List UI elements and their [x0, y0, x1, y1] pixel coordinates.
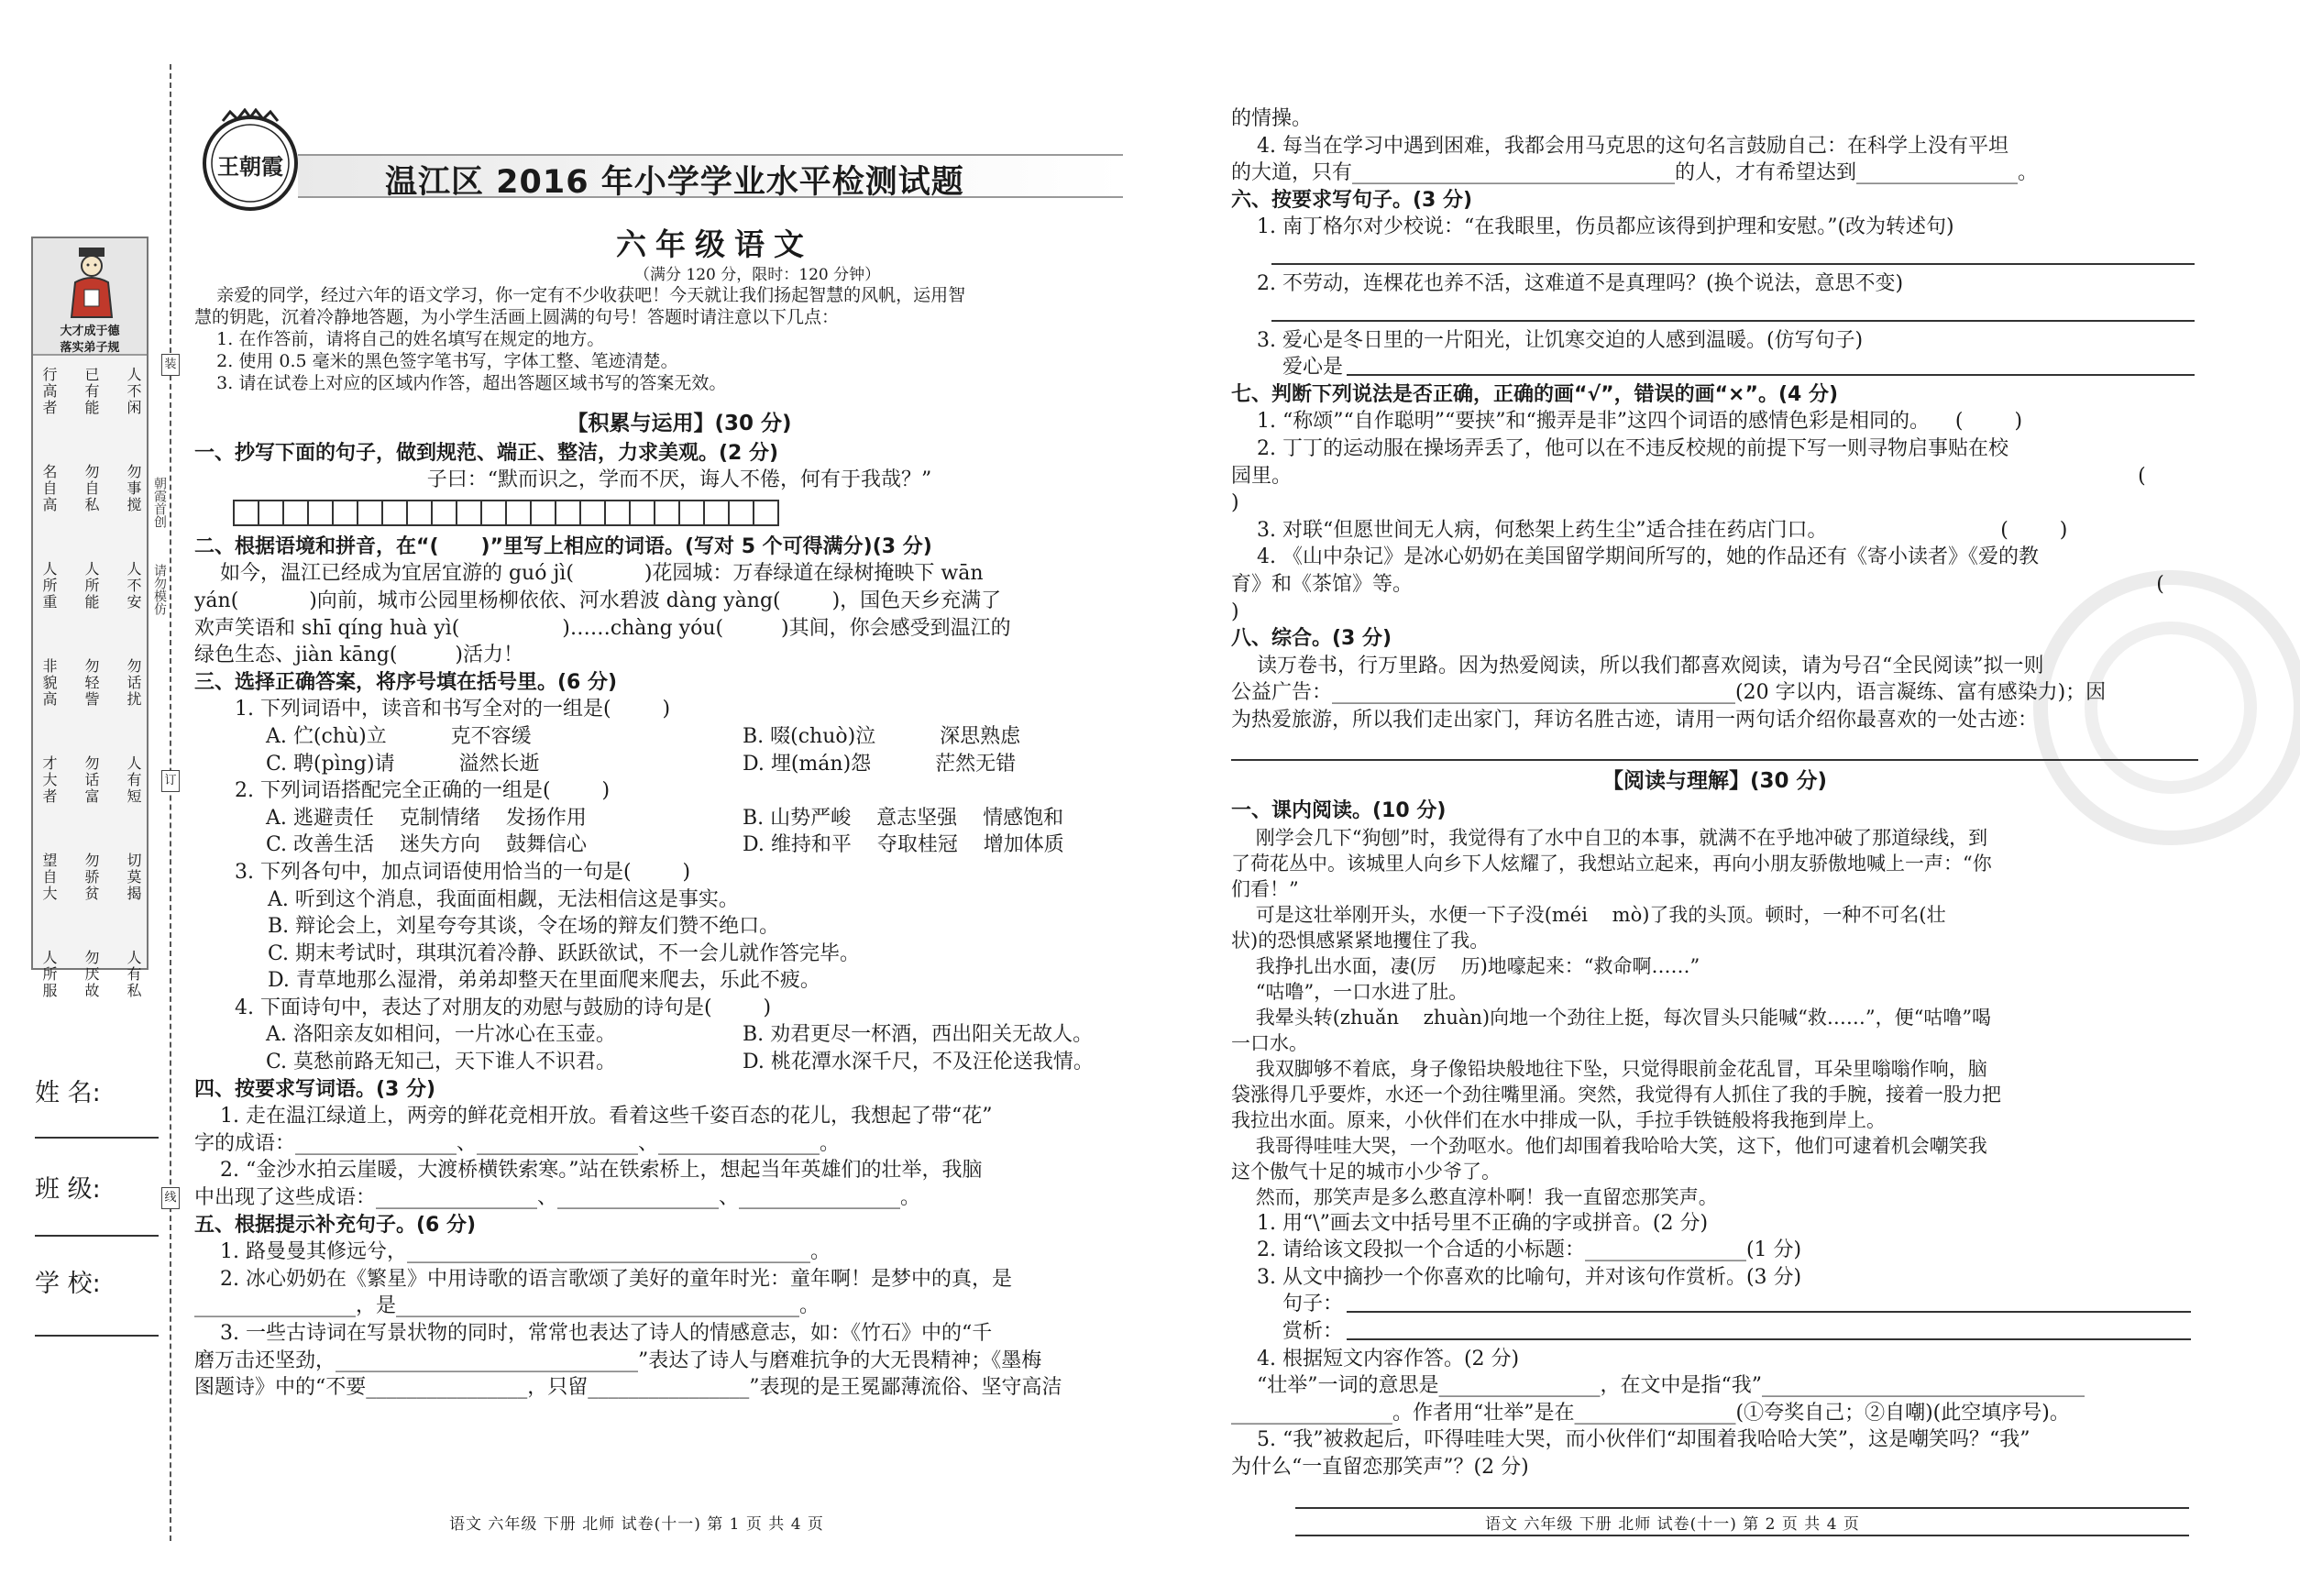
passage-line: 我晕头转(zhuǎn zhuàn)向地一个劲往上挺，每次冒头只能喊“救……”，便“咕噜”喝 — [1231, 1006, 1992, 1029]
option[interactable]: A. 听到这个消息，我面面相觑，无法相信这是事实。 — [268, 887, 739, 911]
page-footer-1: 语文 六年级 下册 北师 试卷(十一) 第 1 页 共 4 页 — [449, 1515, 824, 1534]
q7-line[interactable]: 3. 对联“但愿世间无人病，何愁架上药生尘”适合挂在药店门口。 ( ) — [1231, 518, 2068, 542]
motto-card-header — [33, 238, 147, 356]
q5-line[interactable]: 图题诗》中的“不要________________，只留________________”表现的是王冕鄙薄流俗、坚守高洁 — [194, 1376, 1062, 1400]
option[interactable]: B. 劝君更尽一杯酒，西出阳关无故人。 — [743, 1023, 1094, 1047]
motto-block — [39, 950, 143, 1038]
q4-line: 2. “金沙水拍云崖暖，大渡桥横铁索寒。”站在铁索桥上，想起当年英雄们的壮举，我脑 — [194, 1159, 983, 1183]
grid-cell[interactable] — [357, 500, 383, 526]
question-2-title: 二、根据语境和拼音，在“( )”里写上相应的词语。(写对 5 个可得满分)(3 分) — [194, 534, 932, 558]
motto-block — [39, 755, 143, 843]
motto-line: 勿轻訾 — [83, 658, 100, 708]
q8-line[interactable]: 公益广告：________________________________________(20 字以内，语言凝练、富有感染力)；因 — [1231, 681, 2107, 705]
motto-line: 人所服 — [40, 950, 58, 999]
q5-line: 2. 冰心奶奶在《繁星》中用诗歌的语言歌颂了美好的童年时光：童年啊！是梦中的真，是 — [194, 1267, 1012, 1291]
q8-line: 为热爱旅游，所以我们走出家门，拜访名胜古迹，请用一两句话介绍你最喜欢的一处古迹： — [1231, 708, 2039, 732]
grid-cell[interactable] — [406, 500, 433, 526]
name-label: 姓 名: — [35, 1079, 101, 1107]
question-6-title: 六、按要求写句子。(3 分) — [1231, 188, 1473, 212]
grid-cell[interactable] — [480, 500, 507, 526]
class-label: 班 级: — [35, 1175, 101, 1204]
left-column — [194, 284, 1164, 1402]
q6-2: 2. 不劳动，连棵花也养不活，这难道不是真理吗？(换个说法，意思不变) — [1231, 271, 1904, 295]
grid-cell[interactable] — [555, 500, 581, 526]
passage-line: 们看！” — [1231, 877, 1299, 900]
answer-line[interactable] — [1347, 1291, 2191, 1313]
grid-cell[interactable] — [728, 500, 754, 526]
q6-1: 1. 南丁格尔对少校说：“在我眼里，伤员都应该得到护理和安慰。”(改为转述句) — [1231, 215, 1954, 239]
motto-line: 切莫揭 — [125, 853, 142, 902]
grid-cell[interactable] — [530, 500, 556, 526]
q5-line: 3. 一些古诗词在写景状物的同时，常常也表达了诗人的情感意志，如：《竹石》中的“千 — [194, 1322, 993, 1345]
motto-line: 人所重 — [40, 561, 58, 611]
q3-1-stem: 1. 下列词语中，读音和书写全对的一组是( ) — [235, 698, 671, 721]
intro-line: 慧的钥匙，沉着冷静地答题，为小学生活画上圆满的句号！答题时请注意以下几点： — [194, 307, 840, 327]
grid-cell[interactable] — [307, 500, 334, 526]
reading-question: 3. 从文中摘抄一个你喜欢的比喻句，并对该句作赏析。(3 分) — [1231, 1265, 1802, 1289]
passage-line: 我拉出水面。原来，小伙伴们在水中排成一队，手拉手铁链般将我拖到岸上。 — [1231, 1108, 1886, 1131]
intro-line: 2. 使用 0.5 毫米的黑色签字笔书写，字体工整、笔迹清楚。 — [194, 351, 678, 371]
motto-line: 人不闲 — [125, 367, 142, 416]
q7-line: 2. 丁丁的运动服在操场弄丢了，他可以在不违反校规的前提下写一则寻物启事贴在校 — [1231, 436, 2008, 460]
motto-line: 行高者 — [40, 367, 58, 416]
motto-top: 大才成于德 — [60, 325, 120, 338]
section-heading-reading: 【阅读与理解】(30 分) — [1601, 769, 1828, 794]
binding-mark-zhuang: 装 — [161, 354, 180, 376]
option[interactable]: A. 洛阳亲友如相问，一片冰心在玉壶。 — [266, 1023, 616, 1047]
binding-mark-ding: 订 — [161, 770, 180, 792]
sentence-label: 句子： — [1231, 1293, 1343, 1316]
q6-3-answer[interactable] — [1231, 354, 2198, 381]
q2-line: 绿色生态、jiàn kāng( )活力！ — [194, 644, 523, 667]
side-note-no-copy: 请勿模仿 — [152, 564, 167, 615]
motto-block — [39, 561, 143, 649]
grid-cell[interactable] — [654, 500, 680, 526]
q5-line[interactable]: 磨万击还坚劲，______________________________”表达了诗人与磨难抗争的大无畏精神；《墨梅 — [194, 1348, 1042, 1372]
motto-bottom: 落实弟子规 — [60, 341, 120, 355]
motto-line: 人不安 — [125, 561, 142, 611]
question-7-title: 七、判断下列说法是否正确，正确的画“√”，错误的画“×”。(4 分) — [1231, 382, 1839, 406]
option[interactable]: B. 辩论会上，刘星夸夸其谈，令在场的辩友们赞不绝口。 — [268, 915, 780, 939]
motto-line: 勿话扰 — [125, 658, 142, 708]
option[interactable]: D. 维持和平 夺取桂冠 增加体质 — [743, 833, 1064, 857]
question-8-title: 八、综合。(3 分) — [1231, 627, 1392, 651]
motto-line: 勿骄贫 — [83, 853, 100, 902]
q7-line: 4. 《山中杂记》是冰心奶奶在美国留学期间所写的，她的作品还有《寄小读者》《爱的教 — [1231, 545, 2039, 569]
option[interactable]: B. 啜(chuò)泣 深思熟虑 — [743, 724, 1021, 748]
grid-cell[interactable] — [456, 500, 482, 526]
motto-card — [31, 237, 149, 999]
motto-line: 才大者 — [40, 755, 58, 805]
q3-sentence-row[interactable] — [1231, 1291, 2198, 1318]
grid-cell[interactable] — [332, 500, 358, 526]
reading-question: 为什么“一直留恋那笑声”？(2 分) — [1231, 1456, 1529, 1479]
motto-line: 已有能 — [83, 367, 100, 416]
motto-line: 人所能 — [83, 561, 100, 611]
continued-line[interactable]: 的大道，只有________________________________的人，才有希望达到________________。 — [1231, 161, 2039, 185]
passage-line: 这个傲气十足的城市小少爷了。 — [1231, 1160, 1501, 1183]
name-line[interactable] — [35, 1137, 159, 1139]
motto-line: 望自大 — [40, 853, 58, 902]
reading-1-title: 一、课内阅读。(10 分) — [1231, 799, 1447, 823]
passage-line: “咕噜”，一口水进了肚。 — [1231, 980, 1469, 1003]
class-line[interactable] — [35, 1235, 159, 1237]
page-footer-2: 语文 六年级 下册 北师 试卷(十一) 第 2 页 共 4 页 — [1485, 1515, 1860, 1534]
reading-question: 1. 用“\”画去文中括号里不正确的字或拼音。(2 分) — [1231, 1211, 1709, 1235]
answer-line[interactable] — [1295, 1485, 2189, 1509]
passage-line: 然而，那笑声是多么憨直淳朴啊！我一直留恋那笑声。 — [1231, 1185, 1718, 1208]
reading-question[interactable]: “壮举”一词的意思是________________，在文中是指“我”________________________________ — [1231, 1374, 2085, 1398]
binding-dashed-line — [170, 64, 171, 1541]
question-1-title: 一、抄写下面的句子，做到规范、端正、整洁，力求美观。(2 分) — [194, 441, 779, 465]
grid-cell[interactable] — [629, 500, 655, 526]
motto-line: 非貌高 — [40, 658, 58, 708]
grid-cell[interactable] — [505, 500, 532, 526]
question-4-title: 四、按要求写词语。(3 分) — [194, 1077, 436, 1101]
motto-line: 勿事搅 — [125, 464, 142, 513]
grid-cell[interactable] — [381, 500, 408, 526]
reading-question[interactable]: 2. 请给该文段拟一个合适的小标题：________________(1 分) — [1231, 1238, 1802, 1262]
motto-block — [39, 367, 143, 455]
motto-block — [39, 853, 143, 941]
q4-line[interactable]: 字的成语：________________、________________、________________。 — [194, 1131, 841, 1155]
motto-block — [39, 464, 143, 552]
motto-line: 勿自私 — [83, 464, 100, 513]
passage-line: 我双脚够不着底，身子像铅块般地往下坠，只觉得眼前金花乱冒，耳朵里嗡嗡作响，脑 — [1231, 1057, 1987, 1080]
passage-line: 我哥得哇哇大哭，一个劲呕水。他们却围着我哈哈大笑，这下，他们可逮着机会嘲笑我 — [1231, 1134, 1987, 1157]
q3-2-stem: 2. 下列词语搭配完全正确的一组是( ) — [235, 779, 611, 803]
question-5-title: 五、根据提示补充句子。(6 分) — [194, 1213, 477, 1237]
intro-line: 亲爱的同学，经过六年的语文学习，你一定有不少收获吧！今天就让我们扬起智慧的风帆，运用智 — [194, 285, 966, 305]
reading-question: 4. 根据短文内容作答。(2 分) — [1231, 1347, 1520, 1370]
q7-line[interactable]: 育》和《茶馆》等。 ( ) — [1231, 572, 2216, 623]
grid-cell[interactable] — [579, 500, 606, 526]
right-column — [1231, 105, 2216, 1540]
option[interactable]: D. 桃花潭水深千尺，不及汪伦送我情。 — [743, 1051, 1094, 1074]
q4-line: 1. 走在温江绿道上，两旁的鲜花竞相开放。看着这些千姿百态的花儿，我想起了带“花” — [194, 1105, 993, 1128]
passage-line: 刚学会几下“狗刨”时，我觉得有了水中自卫的本事，就满不在乎地冲破了那道绿线，到 — [1231, 826, 1988, 849]
motto-columns — [39, 367, 143, 1047]
q3-4-options — [194, 1021, 1164, 1075]
reading-question: 5. “我”被救起后，吓得哇哇大哭，而小伙伴们“却围着我哈哈大笑”，这是嘲笑吗？“我” — [1231, 1428, 2030, 1452]
answer-line[interactable] — [1347, 354, 2195, 376]
passage-line: 我挣扎出水面，凄(厉 历)地嚎起来：“救命啊……” — [1231, 954, 1700, 977]
q6-3-prefix: 爱心是 — [1231, 356, 1343, 380]
motto-line: 人有私 — [125, 950, 142, 999]
option[interactable]: C. 期末考试时，琪琪沉着冷静、跃跃欲试，不一会儿就作答完毕。 — [268, 941, 861, 965]
option[interactable]: C. 聘(pìng)请 溢然长逝 — [266, 752, 540, 776]
option[interactable]: C. 改善生活 迷失方向 鼓舞信心 — [266, 833, 587, 857]
school-field[interactable] — [35, 1263, 163, 1299]
answer-line[interactable] — [1271, 241, 2195, 265]
subject-title: 六年级语文 — [616, 226, 813, 262]
grid-cell[interactable] — [604, 500, 631, 526]
name-field[interactable] — [35, 1073, 163, 1108]
motto-line: 勿厌故 — [83, 950, 100, 999]
intro-line: 1. 在作答前，请将自己的姓名填写在规定的地方。 — [194, 329, 605, 349]
publisher-logo — [195, 108, 305, 214]
question-3-title: 三、选择正确答案，将序号填在括号里。(6 分) — [194, 670, 618, 694]
q4-line[interactable]: 中出现了这些成语：________________、________________、________________。 — [194, 1186, 921, 1210]
q7-line[interactable]: 园里。 ( ) — [1231, 464, 2197, 515]
q3-3-stem: 3. 下列各句中，加点词语使用恰当的一句是( ) — [235, 860, 691, 884]
passage-line: 状)的恐惧感紧紧地攫住了我。 — [1231, 929, 1490, 952]
q8-line: 读万卷书，行万里路。因为热爱阅读，所以我们都喜欢阅读，请为号召“全民阅读”拟一则 — [1231, 654, 2044, 677]
grid-cell[interactable] — [431, 500, 457, 526]
option[interactable]: D. 埋(mán)怨 茫然无错 — [743, 752, 1017, 776]
option[interactable]: C. 莫愁前路无知己，天下谁人不识君。 — [266, 1051, 617, 1074]
answer-line[interactable] — [1231, 737, 2198, 761]
q2-line: 欢声笑语和 shī qíng huà yì( )……chàng yóu( )其间，你会感受到温江的 — [194, 616, 1011, 640]
side-note-original: 朝霞首创 — [152, 477, 167, 528]
q2-line: yán( )向前，城市公园里杨柳依依、河水碧波 dàng yàng( )，国色天乡充满了 — [194, 589, 1002, 612]
q5-line[interactable]: ________________，是________________________________________。 — [194, 1294, 820, 1318]
motto-line: 人有短 — [125, 755, 142, 805]
reading-question[interactable]: ________________。作者用“壮举”是在________________(①夸奖自己；②自嘲)(此空填序号)。 — [1231, 1401, 2070, 1425]
school-line[interactable] — [35, 1335, 159, 1337]
grid-cell[interactable] — [703, 500, 730, 526]
grid-cell[interactable] — [753, 500, 779, 526]
exam-title: 温江区 2016 年小学学业水平检测试题 — [385, 164, 964, 201]
q1-quote: 子曰：“默而识之，学而不厌，诲人不倦，何有于我哉？” — [426, 468, 932, 492]
writing-grid[interactable] — [233, 500, 1164, 526]
passage-line: 了荷花丛中。该城里人向乡下人炫耀了，我想站立起来，再向小朋友骄傲地喊上一声：“你 — [1231, 852, 1992, 875]
scholar-figure-icon — [66, 246, 117, 319]
motto-line: 名自高 — [40, 464, 58, 513]
motto-line: 勿话富 — [83, 755, 100, 805]
q3-1-options — [194, 723, 1164, 777]
grid-cell[interactable] — [258, 500, 284, 526]
q7-line[interactable]: 1. “称颂”“自作聪明”“要挟”和“搬弄是非”这四个词语的感情色彩是相同的。 ( ) — [1231, 410, 2023, 434]
answer-line[interactable] — [1271, 298, 2195, 322]
q2-line: 如今，温江已经成为宜居宜游的 guó jì( )花园城：万春绿道在绿树掩映下 wān — [194, 562, 984, 586]
answer-line[interactable] — [1347, 1318, 2191, 1340]
section-heading-accumulation: 【积累与运用】(30 分) — [567, 412, 792, 435]
passage-line: 袋涨得几乎要炸，水还一个劲往嘴里涌。突然，我觉得有人抓住了我的手腕，接着一股力把 — [1231, 1083, 2001, 1106]
school-label: 学 校: — [35, 1270, 101, 1298]
binding-mark-xian: 线 — [161, 1187, 180, 1209]
option[interactable]: A. 逃避责任 克制情绪 发扬作用 — [266, 806, 587, 830]
q5-line[interactable]: 1. 路曼曼其修远兮，________________________________________。 — [194, 1240, 831, 1264]
grid-cell[interactable] — [282, 500, 309, 526]
svg-text:王朝霞: 王朝霞 — [217, 153, 283, 180]
score-info: （满分 120 分，限时：120 分钟） — [634, 266, 881, 284]
grid-cell[interactable] — [233, 500, 259, 526]
q3-2-options — [194, 805, 1164, 859]
class-field[interactable] — [35, 1169, 163, 1205]
grid-cell[interactable] — [678, 500, 705, 526]
q3-appreciation-row[interactable] — [1231, 1318, 2198, 1346]
intro-line: 3. 请在试卷上对应的区域内作答，超出答题区域书写的答案无效。 — [194, 373, 727, 393]
option[interactable]: A. 伫(chù)立 克不容缓 — [266, 724, 532, 748]
passage-line: 可是这壮举刚开头，水便一下子没(méi mò)了我的头顶。顿时，一种不可名(壮 — [1231, 903, 1946, 926]
option[interactable]: B. 山势严峻 意志坚强 情感饱和 — [743, 806, 1064, 830]
option[interactable]: D. 青草地那么湿滑，弟弟却整天在里面爬来爬去，乐此不疲。 — [268, 969, 820, 993]
appreciation-label: 赏析： — [1231, 1320, 1343, 1344]
q6-3: 3. 爱心是冬日里的一片阳光，让饥寒交迫的人感到温暖。(仿写句子) — [1231, 328, 1864, 352]
motto-block — [39, 658, 143, 746]
q3-4-stem: 4. 下面诗句中，表达了对朋友的劝慰与鼓励的诗句是( ) — [235, 996, 772, 1019]
continued-line: 4. 每当在学习中遇到困难，我都会用马克思的这句名言鼓励自己：在科学上没有平坦 — [1231, 134, 2008, 158]
passage-line: 一口水。 — [1231, 1031, 1308, 1054]
continued-line: 的情操。 — [1231, 107, 1313, 130]
